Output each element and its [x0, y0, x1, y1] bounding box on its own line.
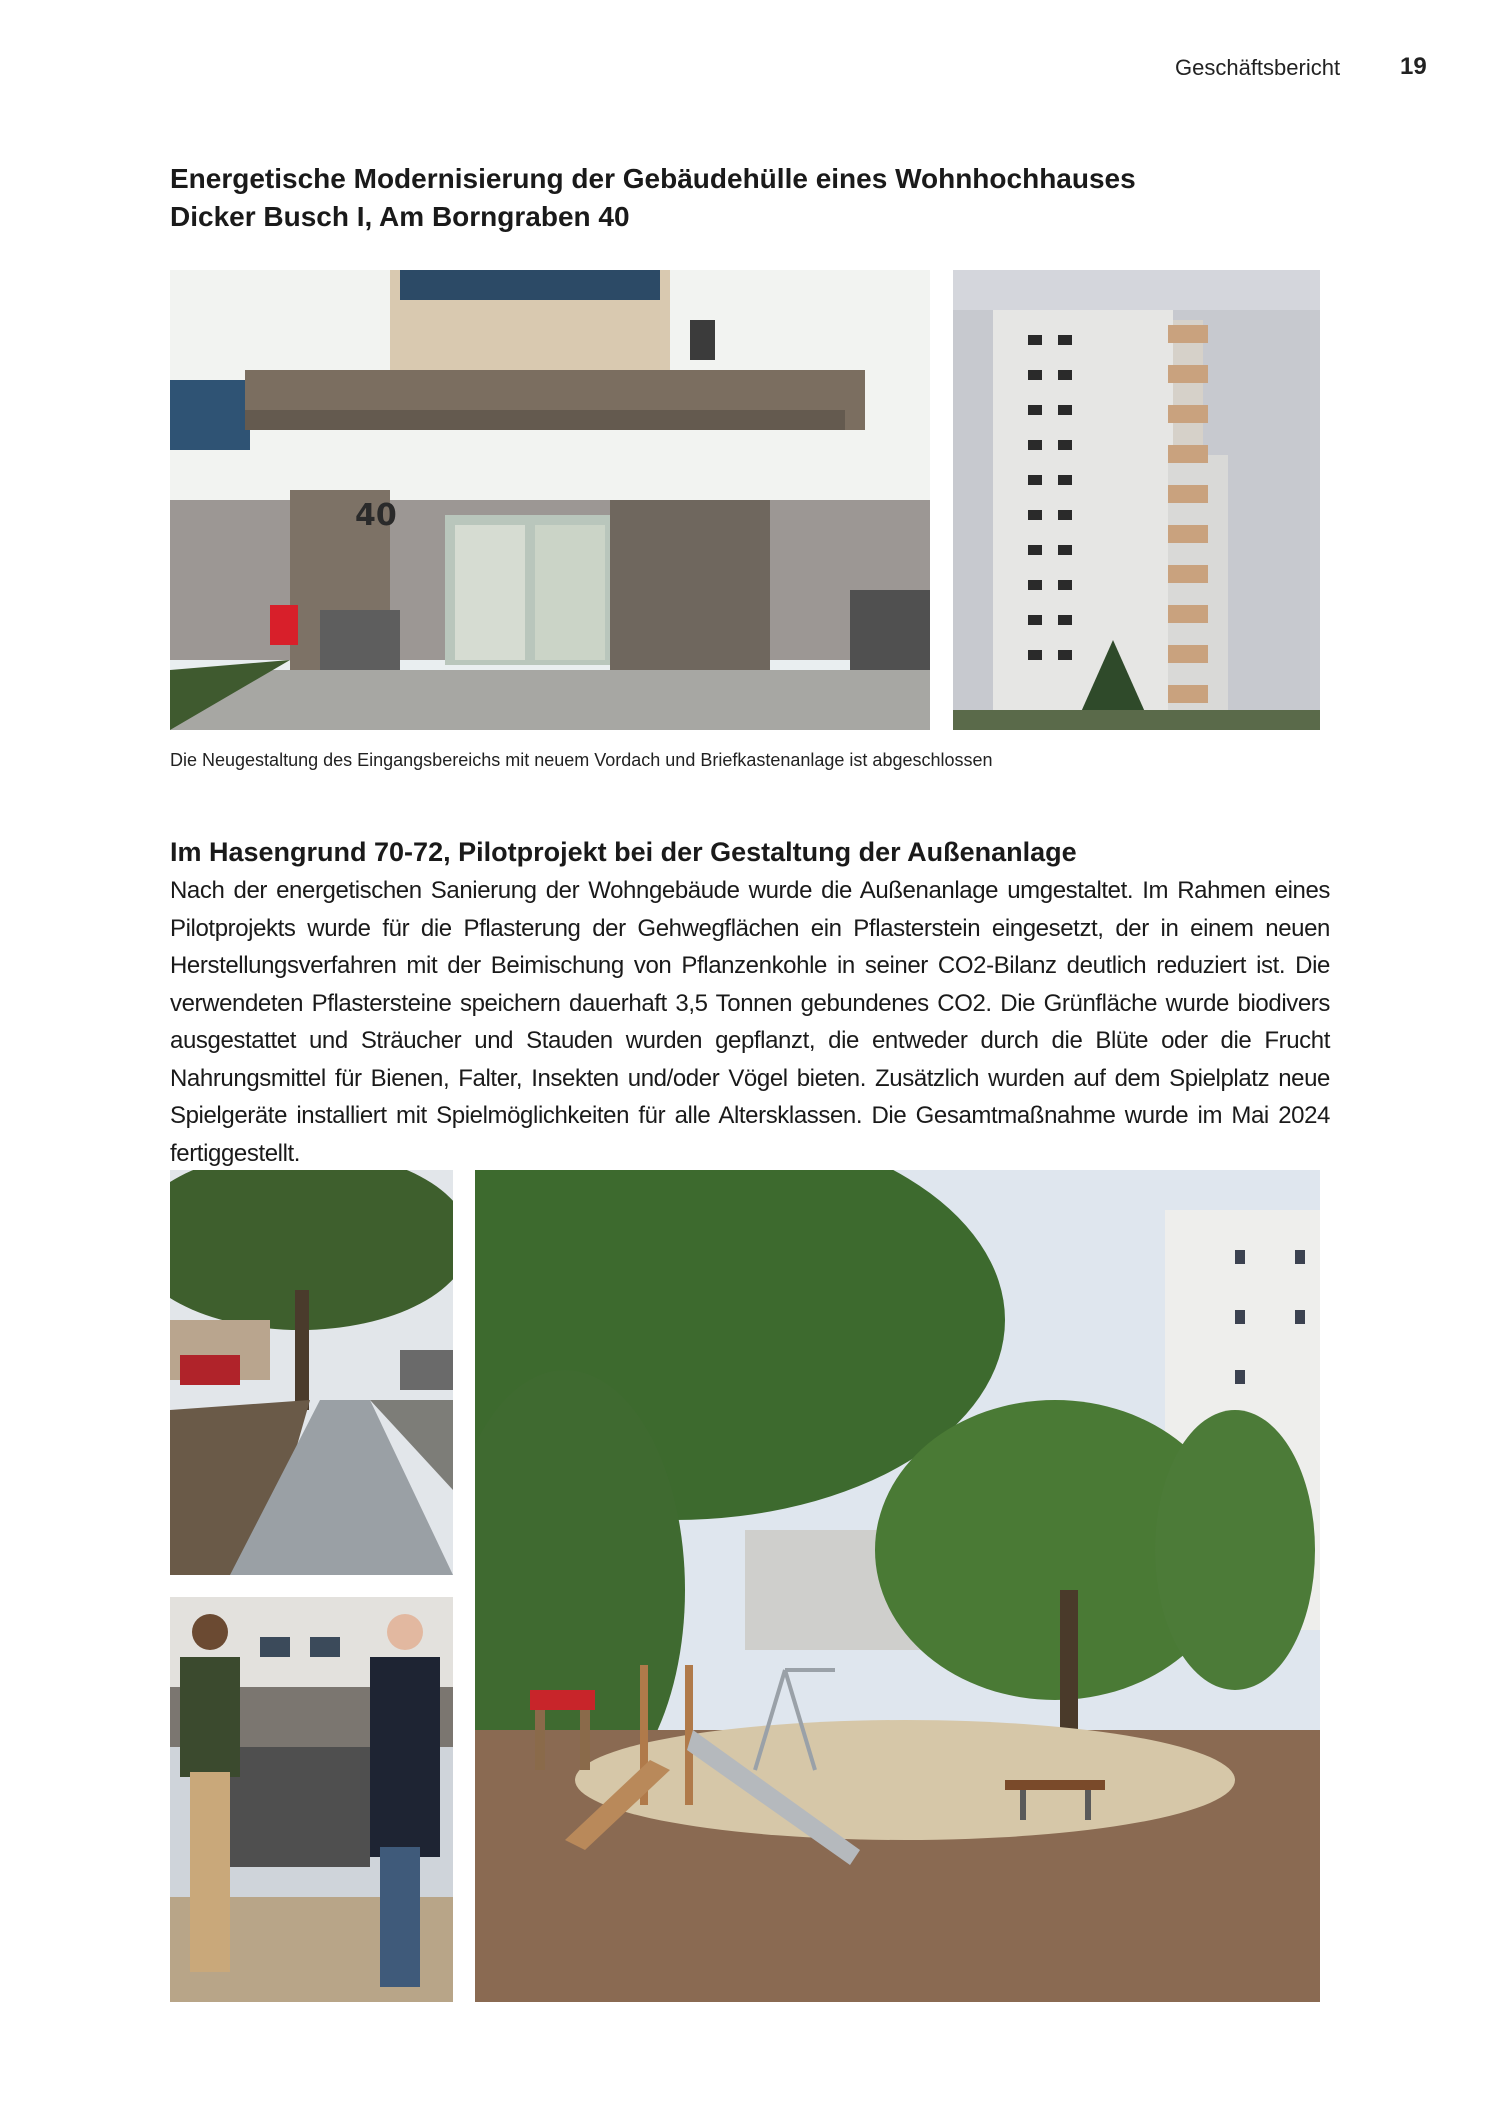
photo-playground [475, 1170, 1320, 2002]
article-title-line2: Dicker Busch I, Am Borngraben 40 [170, 201, 630, 232]
header-section-title: Geschäftsbericht [1175, 55, 1341, 80]
page-number: 19 [1400, 53, 1427, 80]
body-paragraph: Nach der energetischen Sanierung der Wohngebäude wurde die Außenanlage umgestaltet. Im Rahmen eines Pilotprojekts wurde für die Pflasterung der Gehwegflächen ein Pflasterstein eingesetzt, der in einem neuen Herstellungsverfahren mit der Beimischung von Pflanzenkohle in seiner CO2-Bilanz deutlich reduziert ist. Die verwendeten Pflastersteine speichern dauerhaft 3,5 Tonnen gebundenes CO2. Die Grünfläche wurde biodivers ausgestattet und Sträucher und Stauden wurden gepflanzt, die entweder durch die Blüte oder die Frucht Nahrungsmittel für Bienen, Falter, Insekten und/oder Vögel bieten. Zusätzlich wurden auf dem Spielplatz neue Spielgeräte installiert mit Spielmöglichkeiten für alle Altersklassen. Die Gesamtmaßnahme wurde im Mai 2024 fertiggestellt. [170, 877, 1330, 1167]
section-heading: Im Hasengrund 70-72, Pilotprojekt bei der Gestaltung der Außenanlage [170, 837, 1077, 867]
house-number: 40 [355, 498, 397, 533]
photo-paved-walkway [170, 1170, 453, 1575]
photo-highrise-building [953, 270, 1320, 730]
photo-caption: Die Neugestaltung des Eingangsbereichs mit neuem Vordach und Briefkastenanlage ist abgeschlossen [170, 750, 993, 770]
article-title-line1: Energetische Modernisierung der Gebäudehülle eines Wohnhochhauses [170, 163, 1136, 194]
photo-men-with-paving-stones [170, 1597, 453, 2002]
article-title [170, 160, 1136, 236]
photo-entrance-canopy [170, 270, 930, 730]
